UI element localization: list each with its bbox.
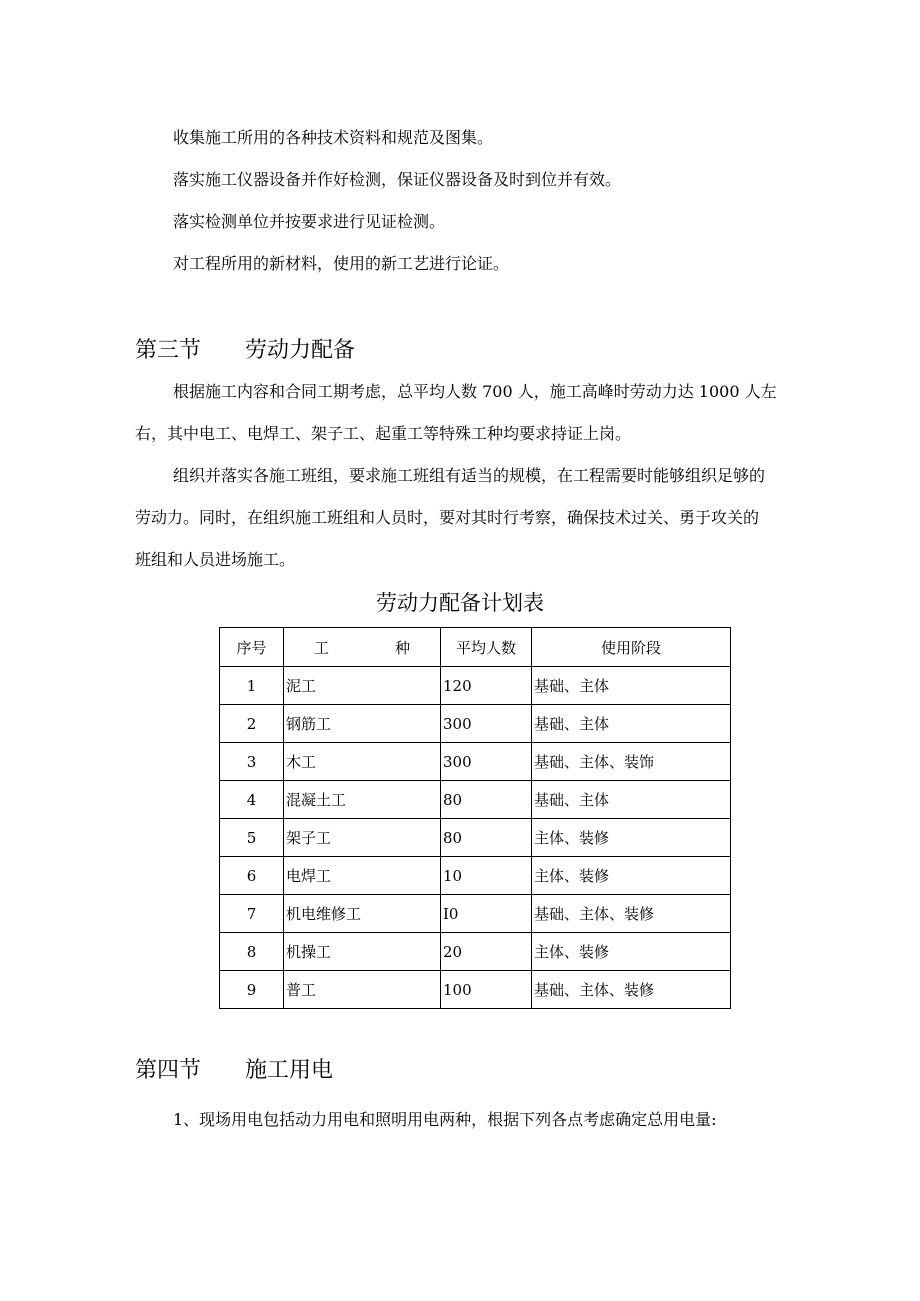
cell-trade: 机操工 [284,933,441,971]
table-row [220,781,731,819]
cell-avg: 120 [441,667,532,705]
section-4-number: 第四节 [135,1058,202,1083]
cell-trade: 电焊工 [284,857,441,895]
cell-seq: 5 [220,819,284,857]
cell-stage: 主体、装修 [532,857,731,895]
table-row [220,857,731,895]
header-trade [284,628,441,667]
cell-trade: 普工 [284,971,441,1009]
cell-trade: 泥工 [284,667,441,705]
section-3-para1-line2: 右，其中电工、电焊工、架子工、起重工等特殊工种均要求持证上岗。 [135,424,632,443]
cell-trade: 钢筋工 [284,705,441,743]
cell-stage: 主体、装修 [532,819,731,857]
cell-seq: 4 [220,781,284,819]
labor-plan-table [219,627,731,1009]
table-row [220,667,731,705]
table-row [220,933,731,971]
cell-stage: 基础、主体、装修 [532,895,731,933]
table-row [220,819,731,857]
table-row [220,705,731,743]
cell-stage: 主体、装修 [532,933,731,971]
section-4-title: 施工用电 [245,1058,334,1083]
table-row [220,743,731,781]
cell-seq: 2 [220,705,284,743]
cell-seq: 9 [220,971,284,1009]
cell-trade: 混凝土工 [284,781,441,819]
section-3-para2-line1: 组织并落实各施工班组，要求施工班组有适当的规模，在工程需要时能够组织足够的 [173,466,766,485]
table-header-row [220,628,731,667]
intro-item-4: 对工程所用的新材料，使用的新工艺进行论证。 [173,254,510,273]
section-3-title: 劳动力配备 [245,338,356,363]
header-avg: 平均人数 [441,628,532,667]
cell-seq: 8 [220,933,284,971]
cell-avg: 80 [441,781,532,819]
cell-avg: 10 [441,857,532,895]
section-3-para1-line1: 根据施工内容和合同工期考虑，总平均人数 700 人，施工高峰时劳动力达 1000 人左 [173,382,777,401]
cell-stage: 基础、主体 [532,667,731,705]
section-4-item-1: 1、现场用电包括动力用电和照明用电两种，根据下列各点考虑确定总用电量: [173,1110,717,1129]
section-3-para2-line2: 劳动力。同时，在组织施工班组和人员时，要对其时行考察，确保技术过关、勇于攻关的 [135,508,760,527]
cell-avg: I0 [441,895,532,933]
cell-avg: 80 [441,819,532,857]
section-3-para2-line3: 班组和人员进场施工。 [135,550,296,569]
cell-stage: 基础、主体 [532,705,731,743]
cell-seq: 3 [220,743,284,781]
cell-stage: 基础、主体 [532,781,731,819]
section-3-number: 第三节 [135,338,202,363]
cell-avg: 20 [441,933,532,971]
cell-avg: 300 [441,743,532,781]
header-trade-a: 工 [314,638,330,657]
cell-avg: 100 [441,971,532,1009]
header-trade-b: 种 [394,638,410,657]
header-stage: 使用阶段 [532,628,731,667]
cell-seq: 1 [220,667,284,705]
cell-stage: 基础、主体、装修 [532,971,731,1009]
intro-item-3: 落实检测单位并按要求进行见证检测。 [173,212,446,231]
header-seq: 序号 [220,628,284,667]
cell-avg: 300 [441,705,532,743]
cell-seq: 6 [220,857,284,895]
table-caption: 劳动力配备计划表 [376,591,544,615]
cell-seq: 7 [220,895,284,933]
table-row [220,895,731,933]
table-row [220,971,731,1009]
cell-stage: 基础、主体、装饰 [532,743,731,781]
cell-trade: 机电维修工 [284,895,441,933]
cell-trade: 架子工 [284,819,441,857]
intro-item-2: 落实施工仪器设备并作好检测，保证仪器设备及时到位并有效。 [173,170,622,189]
cell-trade: 木工 [284,743,441,781]
intro-item-1: 收集施工所用的各种技术资料和规范及图集。 [173,128,494,147]
